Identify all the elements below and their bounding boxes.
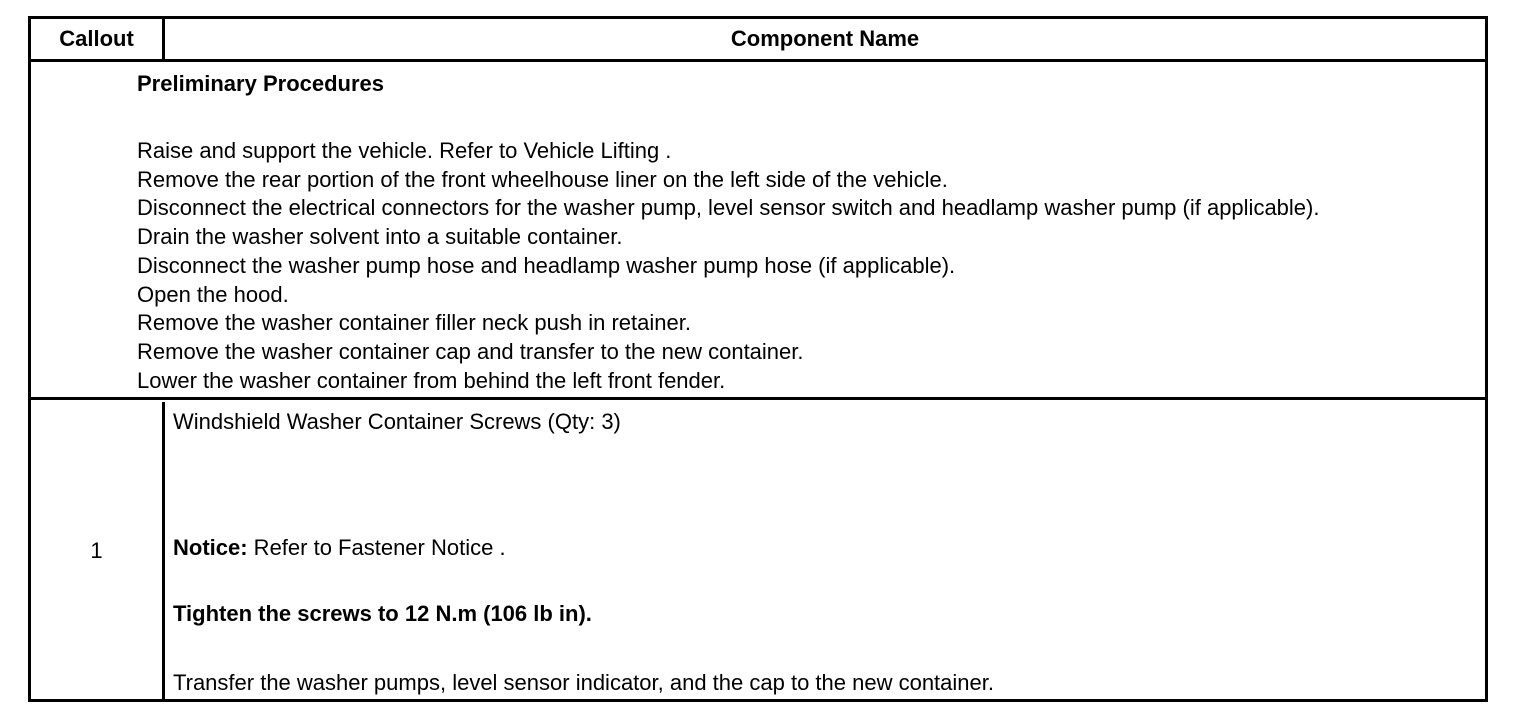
transfer-instruction: Transfer the washer pumps, level sensor indicator, and the cap to the new container. — [173, 670, 994, 695]
preliminary-step: Remove the washer container cap and transfer to the new container. — [137, 338, 804, 364]
preliminary-step: Drain the washer solvent into a suitable container. — [137, 224, 623, 250]
preliminary-step: Open the hood. — [137, 281, 289, 307]
component-name-column-header: Component Name — [730, 26, 920, 51]
preliminary-step: Remove the washer container filler neck push in retainer. — [137, 310, 691, 336]
component-cell — [173, 402, 1485, 699]
notice-label: Notice: — [173, 535, 248, 560]
preliminary-step: Disconnect the washer pump hose and headlamp washer pump hose (if applicable). — [137, 252, 956, 278]
preliminary-procedures-row — [31, 62, 1485, 400]
notice-text: Refer to Fastener Notice . — [247, 535, 506, 560]
preliminary-steps-list — [137, 137, 1319, 395]
preliminary-step: Remove the rear portion of the front wheelhouse liner on the left side of the vehicle. — [137, 166, 948, 192]
table-header-row — [31, 19, 1485, 62]
preliminary-step: Raise and support the vehicle. Refer to Vehicle Lifting . — [137, 138, 672, 163]
preliminary-step: Disconnect the electrical connectors for the washer pump, level sensor switch and headlamp washer pump (if applicable). — [137, 195, 1320, 221]
callout-column-header: Callout — [31, 19, 165, 59]
torque-specification: Tighten the screws to 12 N.m (106 lb in). — [173, 601, 592, 626]
component-name: Windshield Washer Container Screws (Qty: 3) — [173, 409, 621, 434]
table-row — [31, 402, 1485, 699]
preliminary-procedures-title: Preliminary Procedures — [137, 71, 385, 96]
preliminary-step: Lower the washer container from behind the left front fender. — [137, 367, 726, 393]
procedure-table — [28, 16, 1488, 702]
notice-line — [173, 534, 506, 562]
callout-number: 1 — [31, 402, 165, 699]
